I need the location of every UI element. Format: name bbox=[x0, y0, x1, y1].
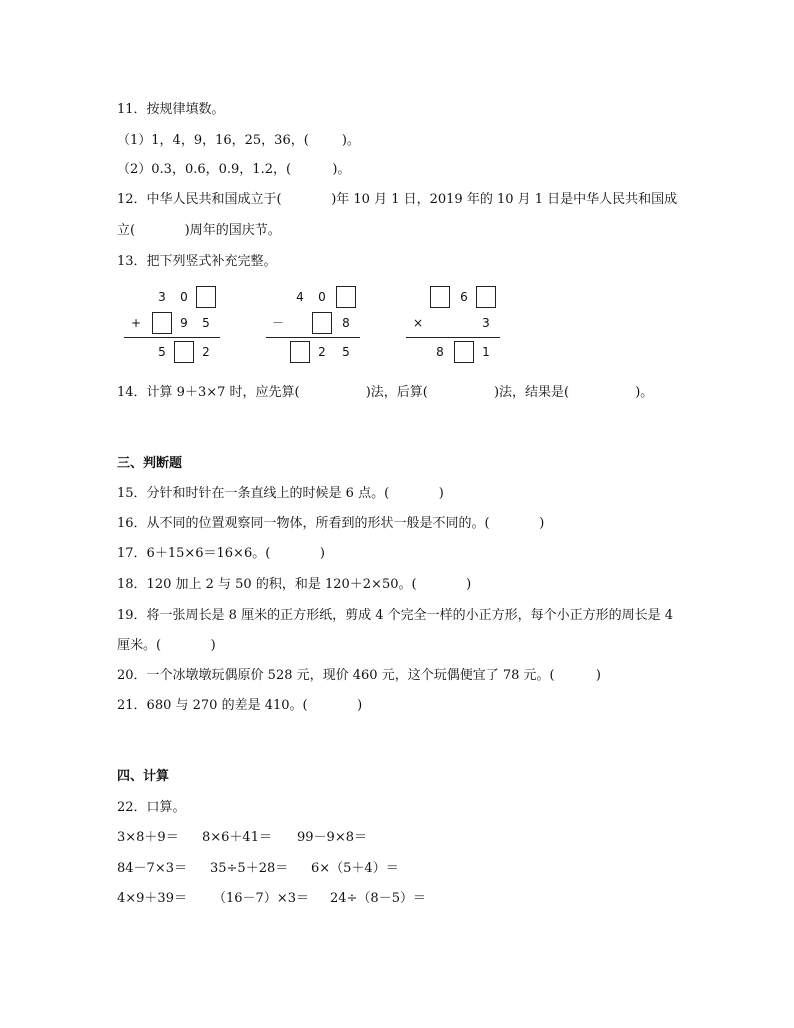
digit: 0 bbox=[318, 290, 326, 304]
oral-calc-item: 35÷5＋28＝ bbox=[210, 861, 289, 876]
section-heading-judgment: 三、判断题 bbox=[117, 456, 183, 471]
minus-sign: － bbox=[271, 316, 284, 330]
answer-box[interactable] bbox=[290, 341, 310, 363]
oral-calc-item: 99－9×8＝ bbox=[297, 830, 367, 845]
digit: 8 bbox=[436, 345, 444, 359]
answer-box[interactable] bbox=[336, 286, 356, 308]
q19-line2: 厘米。( ) bbox=[117, 638, 216, 653]
digit: 5 bbox=[158, 345, 166, 359]
q13-title: 13．把下列竖式补充完整。 bbox=[117, 254, 277, 269]
q11-part1: （1）1，4，9，16，25，36，( )。 bbox=[117, 133, 360, 148]
q12-line1: 12．中华人民共和国成立于( )年 10 月 1 日，2019 年的 10 月 1 日是中华人民共和国成 bbox=[117, 192, 678, 207]
section-heading-calculation: 四、计算 bbox=[117, 769, 170, 784]
answer-box[interactable] bbox=[174, 341, 194, 363]
digit: 2 bbox=[202, 345, 210, 359]
q18: 18．120 加上 2 与 50 的积，和是 120＋2×50。( ) bbox=[117, 577, 472, 592]
vertical-calc-multiplication bbox=[406, 286, 516, 358]
oral-calc-item: （16－7）×3＝ bbox=[213, 891, 309, 906]
q22-title: 22．口算。 bbox=[117, 800, 186, 815]
answer-box[interactable] bbox=[476, 286, 496, 308]
answer-box[interactable] bbox=[430, 286, 450, 308]
digit: 2 bbox=[318, 345, 326, 359]
calc-line bbox=[124, 337, 220, 338]
digit: 8 bbox=[342, 316, 350, 330]
digit: 3 bbox=[482, 316, 490, 330]
q20: 20．一个冰墩墩玩偶原价 528 元，现价 460 元，这个玩偶便宜了 78 元。( ) bbox=[117, 668, 601, 683]
answer-box[interactable] bbox=[454, 341, 474, 363]
digit: 9 bbox=[180, 316, 188, 330]
digit: 0 bbox=[180, 290, 188, 304]
q11-title: 11．按规律填数。 bbox=[117, 102, 225, 117]
oral-calc-item: 3×8＋9＝ bbox=[117, 830, 179, 845]
oral-calc-item: 84－7×3＝ bbox=[117, 861, 187, 876]
oral-calc-item: 6×（5＋4）＝ bbox=[311, 861, 399, 876]
q15: 15．分针和时针在一条直线上的时候是 6 点。( ) bbox=[117, 486, 444, 501]
digit: 6 bbox=[460, 290, 468, 304]
q16: 16．从不同的位置观察同一物体，所看到的形状一般是不同的。( ) bbox=[117, 516, 545, 531]
oral-calc-item: 8×6＋41＝ bbox=[202, 830, 272, 845]
digit: 4 bbox=[296, 290, 304, 304]
q11-part2: （2）0.3，0.6，0.9，1.2，( )。 bbox=[117, 162, 351, 177]
q21: 21．680 与 270 的差是 410。( ) bbox=[117, 698, 363, 713]
answer-box[interactable] bbox=[196, 286, 216, 308]
q12-line2: 立( )周年的国庆节。 bbox=[117, 223, 281, 238]
oral-calc-item: 4×9＋39＝ bbox=[117, 891, 187, 906]
q17: 17．6＋15×6＝16×6。( ) bbox=[117, 546, 325, 561]
vertical-calc-subtraction bbox=[266, 286, 376, 358]
calc-line bbox=[266, 337, 360, 338]
q19-line1: 19．将一张周长是 8 厘米的正方形纸，剪成 4 个完全一样的小正方形，每个小正方形的周长是 4 bbox=[117, 608, 674, 623]
calc-line bbox=[406, 337, 500, 338]
digit: 5 bbox=[342, 345, 350, 359]
digit: 1 bbox=[482, 345, 490, 359]
oral-calc-item: 24÷（8－5）＝ bbox=[330, 891, 426, 906]
vertical-calc-addition bbox=[124, 286, 234, 358]
plus-sign: + bbox=[130, 316, 142, 330]
q14-text: 14．计算 9＋3×7 时，应先算( )法，后算( )法，结果是( )。 bbox=[117, 385, 654, 400]
digit: 3 bbox=[158, 290, 166, 304]
digit: 5 bbox=[202, 316, 210, 330]
answer-box[interactable] bbox=[312, 312, 332, 334]
times-sign: × bbox=[412, 316, 424, 330]
answer-box[interactable] bbox=[152, 312, 172, 334]
